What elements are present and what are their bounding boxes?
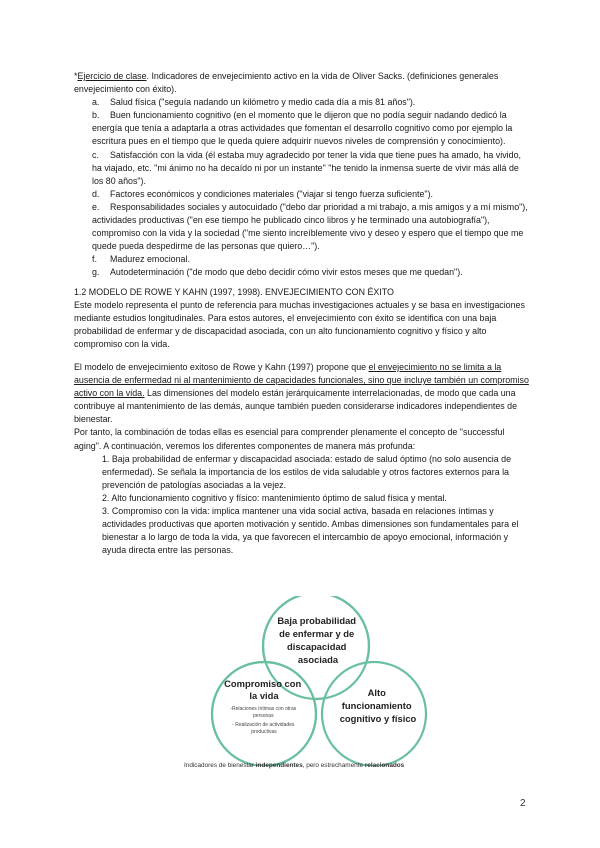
section-paragraph: Este modelo representa el punto de referencia para muchas investigaciones actuales y se basa en investigaciones mediante estudios longitudinales. Para estos autores, el envejecimiento con éxito se identifica con una baja probabilidad de enfermar y de discapacidad asociada, con un alto funcionamiento cognitivo y físico y alto compromiso con la vida. — [74, 299, 525, 349]
exercise-title: Ejercicio de clase — [77, 71, 147, 81]
list-item: b. Buen funcionamiento cognitivo (en el momento que le dijeron que no podía seguir nadando dedicó la energía que tenía a adaptarla a otras actividades que fomentan el desarrollo cognitivo como por ejemplo la escritura pues en el tiempo que le queda quiere adquirir nuevos niveles de comprensión y conocimiento). — [92, 110, 513, 147]
figure-caption: Indicadores de bienestar independientes, pero estrechamente relacionados — [184, 762, 405, 769]
section-paragraph: Por tanto, la combinación de todas ellas es esencial para comprender plenamente el concepto de "successful aging". A continuación, veremos los diferentes componentes de manera más profunda: — [74, 427, 505, 451]
list-item: a. Salud física ("seguía nadando un kilómetro y medio cada día a mis 81 años"). — [92, 97, 416, 108]
component-point: 1. Baja probabilidad de enfermar y discapacidad asociada: estado de salud óptimo (no solo ausencia de enfermedad). Se señala la importancia de los estilos de vida saludable y otros factores externos para la prevención de patologías asociadas a la vejez. — [102, 453, 512, 490]
list-item: c. Satisfacción con la vida (él estaba muy agradecido por tener la vida que tiene pues ha amado, ha vivido, ha viajado, etc. "mi ánimo no ha decaído ni por un instante" "he tenido la inmensa suerte de vivir más allá de los 80 años"). — [92, 149, 521, 186]
exercise-intro-text: . Indicadores de envejecimiento activo en la vida de Oliver Sacks. (definiciones generales envejecimiento con éxito). — [74, 71, 499, 95]
list-item: d. Factores económicos y condiciones materiales ("viajar si tengo fuerza suficiente"). — [92, 188, 433, 199]
document-body — [74, 70, 530, 557]
top-circle-label: Baja probabilidad de enfermar y de discapacidad asociada — [277, 615, 357, 665]
exercise-list — [74, 96, 530, 279]
section-paragraph: El modelo de envejecimiento exitoso de Rowe y Kahn (1997) propone que el envejecimiento no se limita a la ausencia de enfermedad ni al mantenimiento de capacidades funcionales, sino que incluye también un compromiso activo con la vida. Las dimensiones del modelo están jerárquicamente interrelacionadas, de modo que cada una contribuye al mantenimiento de las demás, aunque también pueden considerarse indicadores independientes de bienestar. — [74, 361, 529, 425]
list-item: f. Madurez emocional. — [92, 254, 190, 265]
list-item: e. Responsabilidades sociales y autocuidado ("debo dar prioridad a mi trabajo, a mis amigos y a mí mismo"), actividades productivas ("en ese tiempo he publicado cinco libros y he terminado una autobiografía"), compromiso con la vida y la sociedad ("me siento increíblemente vivo y deseo y espero que el tiempo que me quede pueda despedirme de las personas que quiero…"). — [92, 201, 528, 252]
exercise-intro — [74, 70, 530, 96]
left-circle-detail: -Relaciones íntimas con otras personas - Realización de actividades productivas — [230, 706, 297, 735]
left-circle-label: Compromiso con la vida — [224, 678, 302, 701]
underlined-text: el envejecimiento no se limita a la ausencia de enfermedad ni al mantenimiento de capacidades funcionales, sino que incluye también un compromiso activo con la vida. — [74, 361, 529, 399]
component-point: 3. Compromiso con la vida: implica mantener una vida social activa, basada en relaciones íntimas y actividades productivas que aporten motivación y sentido. Ambas dimensiones son fundamentales para el bienestar a lo largo de toda la vida, ya que favorecen el intercambio de apoyo emocional, información y ayuda directa entre las personas. — [102, 506, 519, 556]
venn-diagram — [178, 596, 454, 774]
asterisk: * — [74, 71, 78, 81]
right-circle-label: Alto funcionamiento cognitivo y físico — [339, 687, 417, 724]
list-item: g. Autodeterminación ("de modo que debo decidir cómo vivir estos meses que me quedan"). — [92, 267, 463, 278]
component-point: 2. Alto funcionamiento cognitivo y físico: mantenimiento óptimo de salud física y mental. — [102, 492, 447, 503]
section-heading: 1.2 MODELO DE ROWE Y KAHN (1997, 1998). ENVEJECIMIENTO CON ÉXITO — [74, 286, 394, 297]
page-number: 2 — [520, 798, 526, 809]
